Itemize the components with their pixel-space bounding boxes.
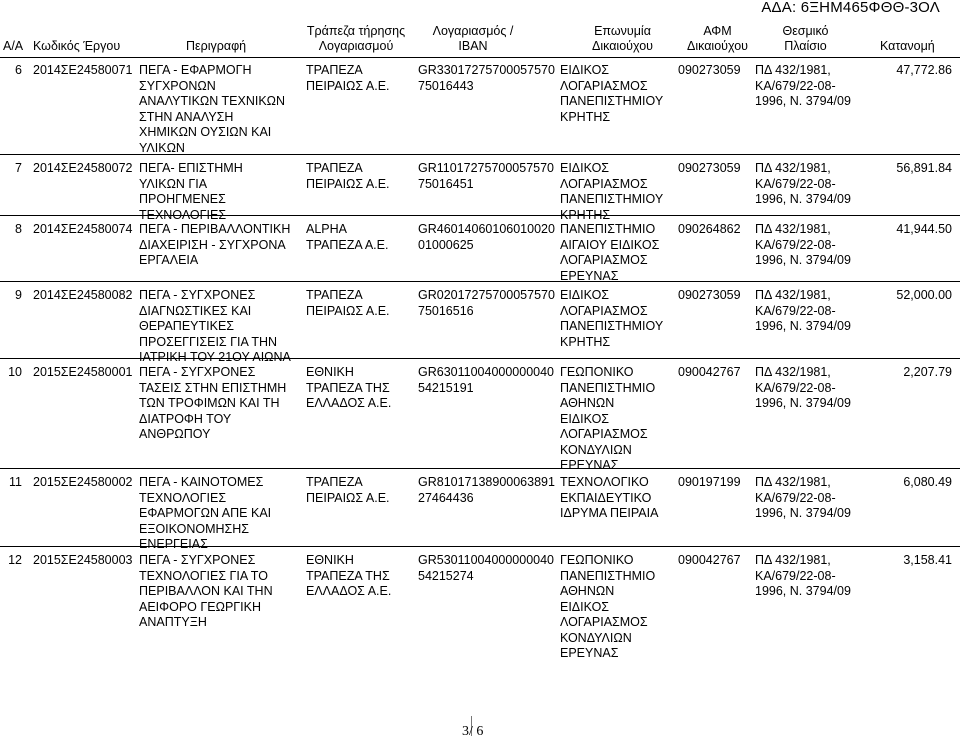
- cell-bank-line: ΤΡΑΠΕΖΑ: [306, 475, 363, 489]
- cell-beneficiary-line: ΛΟΓΑΡΙΑΣΜΟΣ: [560, 176, 648, 191]
- cell-framework: [755, 553, 851, 600]
- cell-aa: 12: [8, 553, 22, 567]
- header-afm: ΑΦΜ Δικαιούχου: [686, 24, 749, 53]
- cell-iban-line: 54215274: [418, 568, 474, 583]
- cell-beneficiary: [560, 475, 658, 522]
- cell-bank-line: ΕΛΛΑΔΟΣ Α.Ε.: [306, 584, 392, 598]
- cell-beneficiary-line: ΚΟΝΔΥΛΙΩΝ: [560, 630, 632, 645]
- cell-iban: [418, 222, 555, 253]
- header-aa: Α/Α: [3, 39, 24, 53]
- header-framework: Θεσμικό Πλαίσιο: [782, 24, 829, 53]
- cell-iban-line: GR53011004000000040: [418, 553, 555, 567]
- row-divider: [0, 281, 960, 282]
- cell-description: [139, 288, 291, 366]
- cell-aa: 11: [9, 475, 22, 489]
- header-amount: Κατανομή: [880, 39, 935, 53]
- cell-beneficiary-line: ΙΔΡΥΜΑ ΠΕΙΡΑΙΑ: [560, 506, 659, 520]
- cell-iban-line: 54215191: [418, 380, 474, 395]
- header-code: Κωδικός Έργου: [33, 39, 121, 53]
- cell-framework-line: ΠΔ 432/1981,: [755, 63, 831, 77]
- cell-iban-line: 75016443: [418, 78, 474, 93]
- cell-description-line: ΑΝΘΡΩΠΟΥ: [139, 427, 211, 441]
- table-header: [0, 20, 960, 58]
- cell-description-line: ΤΑΣΕΙΣ ΣΤΗΝ ΕΠΙΣΤΗΜΗ: [139, 380, 287, 395]
- cell-code: 2015ΣΕ24580001: [33, 365, 133, 379]
- cell-iban: [418, 365, 554, 396]
- cell-description-line: ΠΕΓΑ - ΣΥΓΧΡΟΝΕΣ: [139, 365, 256, 379]
- cell-bank-line: ΕΘΝΙΚΗ: [306, 553, 354, 567]
- cell-description-line: ΠΕΓΑ - ΣΥΓΧΡΟΝΕΣ: [139, 288, 256, 302]
- cell-description-line: ΣΤΗΝ ΑΝΑΛΥΣΗ: [139, 109, 234, 124]
- cell-framework-line: ΚΑ/679/22-08-: [755, 490, 836, 505]
- cell-beneficiary-line: ΛΟΓΑΡΙΑΣΜΟΣ: [560, 303, 648, 318]
- cell-framework-line: 1996, Ν. 3794/09: [755, 506, 851, 520]
- cell-afm: 090042767: [678, 553, 741, 567]
- cell-beneficiary-line: ΕΚΠΑΙΔΕΥΤΙΚΟ: [560, 490, 652, 505]
- cell-bank-line: ΤΡΑΠΕΖΑ: [306, 161, 363, 175]
- cell-description-line: ΙΑΤΡΙΚΗ ΤΟΥ 21ΟΥ ΑΙΩΝΑ: [139, 350, 291, 364]
- header-name: Επωνυμία Δικαιούχου: [591, 24, 654, 53]
- cell-beneficiary-line: ΠΑΝΕΠΙΣΤΗΜΙΟ: [560, 222, 656, 236]
- cell-beneficiary-line: ΕΙΔΙΚΟΣ: [560, 161, 610, 175]
- cell-framework-line: ΠΔ 432/1981,: [755, 288, 831, 302]
- cell-bank-line: ΕΘΝΙΚΗ: [306, 365, 354, 379]
- cell-framework-line: 1996, Ν. 3794/09: [755, 94, 851, 108]
- cell-amount: 47,772.86: [896, 63, 952, 77]
- cell-afm: 090197199: [678, 475, 741, 489]
- cell-description-line: ΠΕΓΑ - ΚΑΙΝΟΤΟΜΕΣ: [139, 475, 264, 489]
- cell-description-line: ΕΦΑΡΜΟΓΩΝ ΑΠΕ ΚΑΙ: [139, 506, 272, 520]
- cell-iban: [418, 161, 554, 192]
- cell-iban-line: 27464436: [418, 490, 474, 505]
- cell-beneficiary-line: ΚΡΗΤΗΣ: [560, 109, 611, 124]
- cell-description-line: ΠΕΓΑ - ΠΕΡΙΒΑΛΛΟΝΤΙΚΗ: [139, 222, 291, 236]
- cell-beneficiary-line: ΚΡΗΤΗΣ: [560, 334, 611, 349]
- cell-framework-line: 1996, Ν. 3794/09: [755, 192, 851, 206]
- cell-framework-line: ΚΑ/679/22-08-: [755, 568, 836, 583]
- cell-description-line: ΘΕΡΑΠΕΥΤΙΚΕΣ: [139, 319, 235, 333]
- cell-framework-line: ΚΑ/679/22-08-: [755, 380, 836, 395]
- cell-beneficiary-line: ΕΙΔΙΚΟΣ: [560, 599, 610, 614]
- cell-beneficiary-line: ΤΕΧΝΟΛΟΓΙΚΟ: [560, 475, 649, 489]
- cell-code: 2015ΣΕ24580003: [33, 553, 133, 567]
- cell-framework-line: ΚΑ/679/22-08-: [755, 237, 836, 252]
- cell-bank-line: ΤΡΑΠΕΖΑ Α.Ε.: [306, 237, 389, 252]
- cell-aa: 10: [8, 365, 22, 379]
- cell-bank-line: ΠΕΙΡΑΙΩΣ Α.Ε.: [306, 78, 390, 93]
- cell-beneficiary-line: ΠΑΝΕΠΙΣΤΗΜΙΟΥ: [560, 319, 664, 333]
- cell-beneficiary-line: ΕΙΔΙΚΟΣ: [560, 288, 610, 302]
- cell-amount: 56,891.84: [896, 161, 952, 175]
- cell-afm: 090273059: [678, 63, 741, 77]
- cell-iban-line: 75016516: [418, 303, 474, 318]
- cell-iban: [418, 288, 555, 319]
- cell-aa: 7: [15, 161, 22, 175]
- cell-amount: 41,944.50: [896, 222, 952, 236]
- cell-beneficiary-line: ΕΡΕΥΝΑΣ: [560, 268, 619, 283]
- cell-aa: 9: [15, 288, 22, 302]
- cell-description-line: ΑΝΑΛΥΤΙΚΩΝ ΤΕΧΝΙΚΩΝ: [139, 94, 286, 108]
- cell-bank: [306, 63, 390, 94]
- cell-description: [139, 63, 285, 156]
- cell-description-line: ΔΙΑΧΕΙΡΙΣΗ - ΣΥΓΧΡΟΝΑ: [139, 237, 286, 252]
- cell-beneficiary: [560, 222, 659, 284]
- cell-framework-line: ΚΑ/679/22-08-: [755, 176, 836, 191]
- row-divider: [0, 154, 960, 155]
- row-divider: [0, 358, 960, 359]
- cell-beneficiary-line: ΓΕΩΠΟΝΙΚΟ: [560, 365, 634, 379]
- cell-code: 2014ΣΕ24580074: [33, 222, 133, 236]
- cell-beneficiary: [560, 161, 663, 223]
- cell-afm: 090264862: [678, 222, 741, 236]
- cell-description-line: ΤΩΝ ΤΡΟΦΙΜΩΝ ΚΑΙ ΤΗ: [139, 396, 280, 410]
- cell-beneficiary-line: ΠΑΝΕΠΙΣΤΗΜΙΟΥ: [560, 94, 664, 108]
- cell-framework: [755, 161, 851, 208]
- cell-iban-line: GR63011004000000040: [418, 365, 555, 379]
- cell-beneficiary-line: ΑΘΗΝΩΝ: [560, 396, 615, 410]
- ada-code: ΑΔΑ: 6ΞΗΜ465ΦΘΘ-3ΟΛ: [761, 0, 940, 16]
- row-divider: [0, 215, 960, 216]
- cell-amount: 3,158.41: [903, 553, 952, 567]
- cell-framework: [755, 63, 851, 110]
- cell-afm: 090042767: [678, 365, 741, 379]
- cell-aa: 6: [15, 63, 22, 77]
- cell-beneficiary-line: ΛΟΓΑΡΙΑΣΜΟΣ: [560, 427, 648, 441]
- cell-framework-line: ΠΔ 432/1981,: [755, 222, 831, 236]
- cell-bank-line: ΕΛΛΑΔΟΣ Α.Ε.: [306, 396, 392, 410]
- cell-bank-line: ΠΕΙΡΑΙΩΣ Α.Ε.: [306, 176, 390, 191]
- row-divider: [0, 546, 960, 547]
- cell-beneficiary-line: ΕΡΕΥΝΑΣ: [560, 646, 619, 660]
- cell-bank: [306, 553, 391, 600]
- cell-beneficiary: [560, 365, 655, 474]
- cell-description-line: ΠΡΟΗΓΜΕΝΕΣ: [139, 192, 226, 206]
- cell-iban-line: GR11017275700057570: [418, 161, 555, 175]
- cell-description: [139, 365, 286, 443]
- cell-afm: 090273059: [678, 288, 741, 302]
- cell-description-line: ΠΕΓΑ - ΣΥΓΧΡΟΝΕΣ: [139, 553, 256, 567]
- cell-iban: [418, 475, 555, 506]
- cell-description-line: ΥΛΙΚΩΝ ΓΙΑ: [139, 176, 208, 191]
- cell-iban-line: 75016451: [418, 176, 474, 191]
- cell-code: 2014ΣΕ24580071: [33, 63, 133, 77]
- cell-beneficiary-line: ΛΟΓΑΡΙΑΣΜΟΣ: [560, 78, 648, 93]
- cell-iban-line: GR02017275700057570: [418, 288, 555, 302]
- header-rule: [0, 57, 960, 58]
- cell-description-line: ΧΗΜΙΚΩΝ ΟΥΣΙΩΝ ΚΑΙ: [139, 125, 272, 139]
- cell-description: [139, 553, 273, 631]
- cell-beneficiary-line: ΠΑΝΕΠΙΣΤΗΜΙΟΥ: [560, 192, 664, 206]
- cell-bank: [306, 161, 390, 192]
- cell-code: 2014ΣΕ24580082: [33, 288, 133, 302]
- cell-framework-line: 1996, Ν. 3794/09: [755, 319, 851, 333]
- cell-beneficiary-line: ΚΟΝΔΥΛΙΩΝ: [560, 442, 632, 457]
- cell-framework: [755, 222, 851, 269]
- header-bank: Τράπεζα τήρησης Λογαριασμού: [306, 24, 406, 53]
- cell-amount: 2,207.79: [903, 365, 952, 379]
- cell-description-line: ΥΛΙΚΩΝ: [139, 140, 185, 155]
- cell-framework-line: ΠΔ 432/1981,: [755, 365, 831, 379]
- cell-description-line: ΤΕΧΝΟΛΟΓΙΕΣ: [139, 490, 227, 505]
- cell-description-line: ΠΕΡΙΒΑΛΛΟΝ ΚΑΙ ΤΗΝ: [139, 584, 273, 598]
- cell-description-line: ΔΙΑΓΝΩΣΤΙΚΕΣ ΚΑΙ: [139, 303, 252, 318]
- page-number: 3/ 6: [462, 724, 484, 739]
- header-desc: Περιγραφή: [186, 39, 247, 53]
- cell-framework-line: 1996, Ν. 3794/09: [755, 584, 851, 598]
- cell-framework-line: 1996, Ν. 3794/09: [755, 253, 851, 267]
- header-iban: Λογαριασμός / IBAN: [432, 24, 514, 53]
- cell-framework-line: ΠΔ 432/1981,: [755, 475, 831, 489]
- cell-framework-line: 1996, Ν. 3794/09: [755, 396, 851, 410]
- cell-beneficiary-line: ΕΙΔΙΚΟΣ: [560, 411, 610, 426]
- cell-description: [139, 161, 243, 223]
- cell-bank: [306, 475, 390, 506]
- cell-description-line: ΣΥΓΧΡΟΝΩΝ: [139, 78, 216, 93]
- cell-bank: [306, 288, 390, 319]
- cell-framework-line: ΚΑ/679/22-08-: [755, 78, 836, 93]
- cell-description-line: ΕΞΟΙΚΟΝΟΜΗΣΗΣ: [139, 521, 250, 536]
- cell-description-line: ΑΝΑΠΤΥΞΗ: [139, 615, 207, 629]
- cell-afm: 090273059: [678, 161, 741, 175]
- cell-bank-line: ΤΡΑΠΕΖΑ: [306, 63, 363, 77]
- cell-description-line: ΤΕΧΝΟΛΟΓΙΕΣ ΓΙΑ ΤΟ: [139, 568, 268, 583]
- cell-bank-line: ALPHA: [306, 222, 347, 236]
- cell-iban-line: 01000625: [418, 237, 474, 252]
- cell-bank-line: ΠΕΙΡΑΙΩΣ Α.Ε.: [306, 490, 390, 505]
- cell-beneficiary: [560, 553, 655, 662]
- cell-iban: [418, 553, 554, 584]
- cell-bank-line: ΤΡΑΠΕΖΑ ΤΗΣ: [306, 380, 390, 395]
- cell-framework: [755, 365, 851, 412]
- cell-code: 2014ΣΕ24580072: [33, 161, 133, 175]
- cell-description-line: ΔΙΑΤΡΟΦΗ ΤΟΥ: [139, 411, 232, 426]
- cell-description-line: ΕΝΕΡΓΕΙΑΣ: [139, 537, 208, 551]
- cell-description-line: ΤΕΧΝΟΛΟΓΙΕΣ: [139, 207, 227, 222]
- cell-bank-line: ΤΡΑΠΕΖΑ ΤΗΣ: [306, 568, 390, 583]
- cell-iban-line: GR33017275700057570: [418, 63, 555, 77]
- cell-bank: [306, 365, 391, 412]
- cell-bank-line: ΤΡΑΠΕΖΑ: [306, 288, 363, 302]
- cell-beneficiary: [560, 288, 663, 350]
- cell-bank-line: ΠΕΙΡΑΙΩΣ Α.Ε.: [306, 303, 390, 318]
- cell-description-line: ΠΕΓΑ - ΕΦΑΡΜΟΓΗ: [139, 63, 252, 77]
- cell-aa: 8: [15, 222, 22, 236]
- cell-beneficiary-line: ΑΘΗΝΩΝ: [560, 584, 615, 598]
- cell-iban-line: GR46014060106010020: [418, 222, 555, 236]
- cell-iban: [418, 63, 555, 94]
- cell-beneficiary-line: ΠΑΝΕΠΙΣΤΗΜΙΟ: [560, 380, 656, 395]
- cell-framework-line: ΠΔ 432/1981,: [755, 161, 831, 175]
- cell-bank: [306, 222, 388, 253]
- cell-description-line: ΠΕΓΑ- ΕΠΙΣΤΗΜΗ: [139, 161, 243, 175]
- cell-beneficiary-line: ΚΡΗΤΗΣ: [560, 207, 611, 222]
- cell-framework-line: ΠΔ 432/1981,: [755, 553, 831, 567]
- cell-description-line: ΑΕΙΦΟΡΟ ΓΕΩΡΓΙΚΗ: [139, 599, 262, 614]
- cell-framework: [755, 475, 851, 522]
- cell-description: [139, 475, 271, 553]
- cell-beneficiary-line: ΠΑΝΕΠΙΣΤΗΜΙΟ: [560, 568, 656, 583]
- cell-beneficiary-line: ΛΟΓΑΡΙΑΣΜΟΣ: [560, 253, 648, 267]
- cell-beneficiary-line: ΓΕΩΠΟΝΙΚΟ: [560, 553, 634, 567]
- row-divider: [0, 468, 960, 469]
- cell-beneficiary-line: ΕΡΕΥΝΑΣ: [560, 458, 619, 472]
- cell-amount: 6,080.49: [903, 475, 952, 489]
- cell-amount: 52,000.00: [896, 288, 952, 302]
- cell-beneficiary-line: ΑΙΓΑΙΟΥ ΕΙΔΙΚΟΣ: [560, 237, 660, 252]
- cell-beneficiary: [560, 63, 663, 125]
- cell-framework: [755, 288, 851, 335]
- cell-beneficiary-line: ΕΙΔΙΚΟΣ: [560, 63, 610, 77]
- cell-description-line: ΕΡΓΑΛΕΙΑ: [139, 253, 199, 267]
- cell-iban-line: GR81017138900063891: [418, 475, 555, 489]
- cell-code: 2015ΣΕ24580002: [33, 475, 133, 489]
- cell-description-line: ΠΡΟΣΕΓΓΙΣΕΙΣ ΓΙΑ ΤΗΝ: [139, 334, 278, 349]
- cell-beneficiary-line: ΛΟΓΑΡΙΑΣΜΟΣ: [560, 615, 648, 629]
- cell-framework-line: ΚΑ/679/22-08-: [755, 303, 836, 318]
- cell-description: [139, 222, 290, 269]
